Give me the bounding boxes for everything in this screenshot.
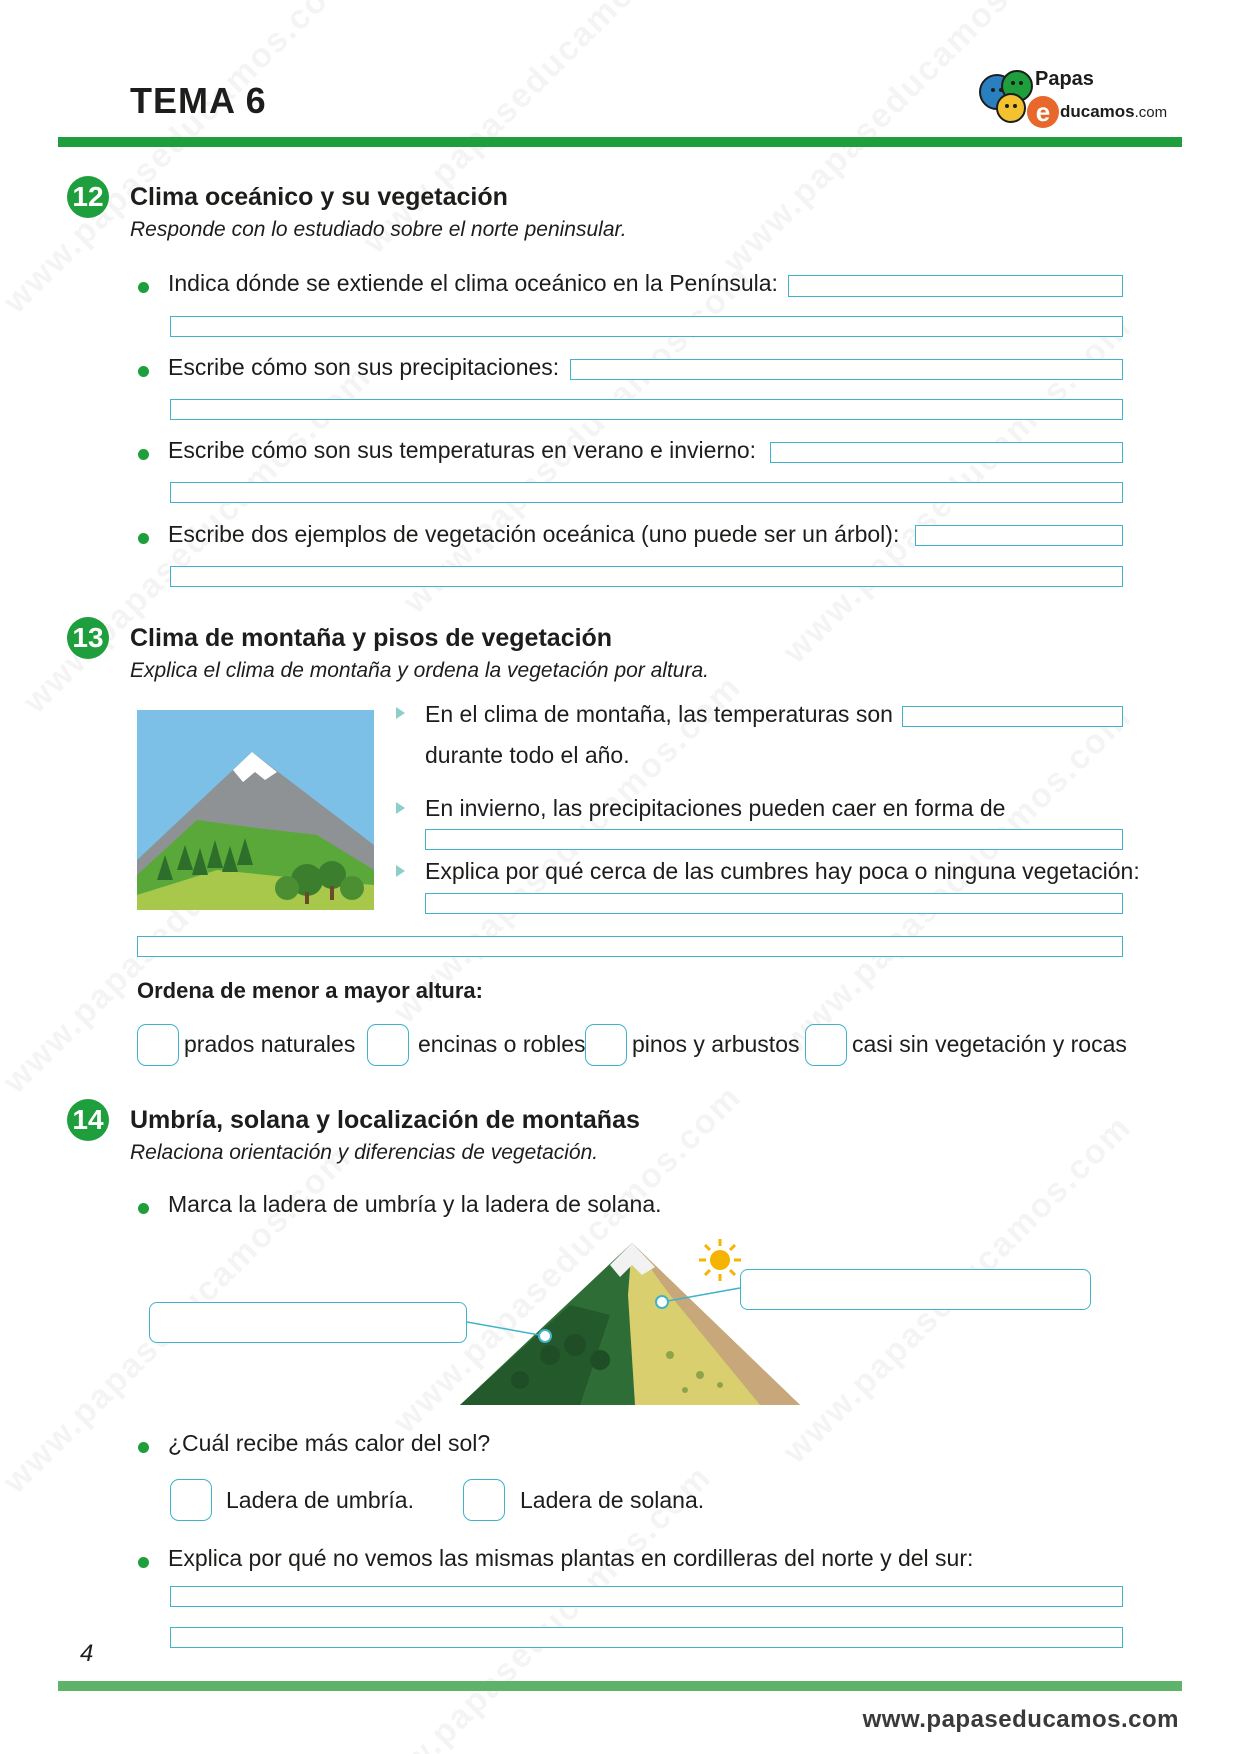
exercise-14-subtitle: Relaciona orientación y diferencias de vegetación. xyxy=(130,1141,599,1164)
exercise-13-subtitle: Explica el clima de montaña y ordena la vegetación por altura. xyxy=(130,659,709,682)
footer-url[interactable]: www.papaseducamos.com xyxy=(862,1706,1179,1733)
ex14-question-2: ¿Cuál recibe más calor del sol? xyxy=(168,1430,491,1456)
slope-label-left[interactable] xyxy=(149,1302,467,1343)
umbria-option-label: Ladera de umbría. xyxy=(226,1487,414,1513)
ex13-sentence-1a: En el clima de montaña, las temperaturas son xyxy=(425,701,893,727)
footer-divider xyxy=(58,1681,1182,1691)
order-option-2: encinas o robles xyxy=(418,1031,586,1057)
exercise-number-14: 14 xyxy=(67,1099,109,1141)
bullet-icon xyxy=(138,1557,149,1568)
ex12-question-4: Escribe dos ejemplos de vegetación oceánica (uno puede ser un árbol): xyxy=(168,521,900,547)
logo-text-bottom: ducamos xyxy=(1060,102,1135,121)
ex12-question-2: Escribe cómo son sus precipitaciones: xyxy=(168,354,560,380)
exercise-number-12: 12 xyxy=(67,176,109,218)
ex13-order-title: Ordena de menor a mayor altura: xyxy=(137,978,483,1003)
ex14-question-3: Explica por qué no vemos las mismas plantas en cordilleras del norte y del sur: xyxy=(168,1545,974,1571)
order-option-4: casi sin vegetación y rocas xyxy=(852,1031,1127,1057)
page-title: TEMA 6 xyxy=(130,80,267,121)
exercise-12-title: Clima oceánico y su vegetación xyxy=(130,183,508,211)
slope-label-right[interactable] xyxy=(740,1269,1091,1310)
umbria-checkbox[interactable] xyxy=(170,1479,212,1521)
exercise-13-title: Clima de montaña y pisos de vegetación xyxy=(130,624,613,652)
exercise-12-subtitle: Responde con lo estudiado sobre el norte peninsular. xyxy=(130,218,627,241)
solana-checkbox[interactable] xyxy=(463,1479,505,1521)
ex14-question-1: Marca la ladera de umbría y la ladera de solana. xyxy=(168,1191,662,1217)
ex12-question-1: Indica dónde se extiende el clima oceánico en la Península: xyxy=(168,270,778,296)
ex14-answer-a[interactable] xyxy=(170,1586,1123,1607)
logo-e-badge: e xyxy=(1027,96,1059,128)
solana-option-label: Ladera de solana. xyxy=(520,1487,705,1513)
ex13-sentence-2: En invierno, las precipitaciones pueden caer en forma de xyxy=(425,795,1006,821)
order-option-1: prados naturales xyxy=(184,1031,356,1057)
bullet-icon xyxy=(138,1442,149,1453)
exercise-14-title: Umbría, solana y localización de montañas xyxy=(130,1106,640,1134)
ex13-sentence-1b: durante todo el año. xyxy=(425,742,630,768)
page-number: 4 xyxy=(80,1640,94,1667)
ex12-question-3: Escribe cómo son sus temperaturas en verano e invierno: xyxy=(168,437,757,463)
exercise-number-13: 13 xyxy=(67,617,109,659)
ex13-sentence-3: Explica por qué cerca de las cumbres hay poca o ninguna vegetación: xyxy=(425,858,1140,884)
logo-text-suffix: .com xyxy=(1134,104,1168,121)
order-option-3: pinos y arbustos xyxy=(632,1031,800,1057)
logo-text-top: Papas xyxy=(1035,68,1094,90)
ex14-answer-b[interactable] xyxy=(170,1627,1123,1648)
